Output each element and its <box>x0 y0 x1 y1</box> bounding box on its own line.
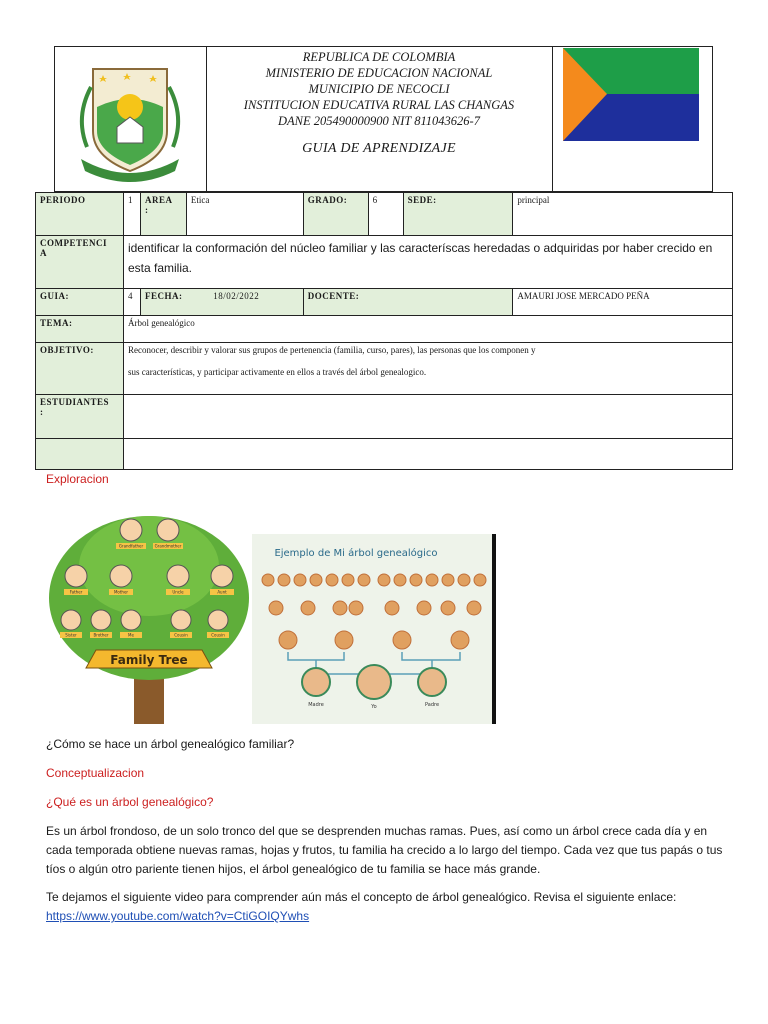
section-conceptualizacion: Conceptualizacion <box>46 766 145 780</box>
tree-label: Father <box>69 589 83 595</box>
competencia-value: identificar la conformación del núcleo familiar y las caracteríscas heredadas o adquiridas por haber crecido en esta familia. <box>123 236 732 289</box>
family-tree-banner: Family Tree <box>110 653 188 667</box>
periodo-value: 1 <box>123 193 140 236</box>
question-what-is: ¿Qué es un árbol genealógico? <box>46 795 214 809</box>
empty-value <box>123 439 732 470</box>
tree-label: Mother <box>113 589 129 595</box>
example-label: Yo <box>371 704 377 710</box>
header-line: REPUBLICA DE COLOMBIA <box>302 50 456 64</box>
header-line: INSTITUCION EDUCATIVA RURAL LAS CHANGAS <box>243 98 515 112</box>
paragraph-definition: Es un árbol frondoso, de un solo tronco del que se desprenden muchas ramas. Pues, así como un árbol crece cada día y en cada temporada obtiene nuevas ramas, hojas y frutos, tu familia ha crecido a lo largo del tiempo. Cada vez que tus papás o tus tíos o algún otro pariente tienen hijos, el árbol genealógico de tu familia se hace más grande. <box>46 824 723 876</box>
objetivo-line: Reconocer, describir y valorar sus grupos de pertenencia (familia, curso, pares), las personas que los componen y <box>127 345 536 355</box>
grado-label: GRADO: <box>303 193 368 236</box>
question-how-to: ¿Cómo se hace un árbol genealógico familiar? <box>46 737 295 751</box>
tema-value: Árbol genealógico <box>123 316 732 343</box>
tree-label: Cousin <box>174 632 188 638</box>
docente-label: DOCENTE: <box>303 289 513 316</box>
area-value: Etica <box>186 193 303 236</box>
competencia-label: COMPETENCI A <box>36 236 124 289</box>
sede-label: SEDE: <box>403 193 513 236</box>
objetivo-line: sus características, y participar activamente en ellos a través del árbol genealogico. <box>127 367 427 377</box>
header-line: DANE 205490000900 NIT 811043626-7 <box>278 114 480 128</box>
sede-value: principal <box>513 193 733 236</box>
guia-label: GUIA: <box>36 289 124 316</box>
empty-label <box>36 439 124 470</box>
tree-label: Brother <box>93 632 109 638</box>
example-title: Ejemplo de Mi árbol genealógico <box>274 548 438 559</box>
document-header <box>54 46 713 192</box>
tree-label: Sister <box>65 632 77 638</box>
example-label: Madre <box>308 702 324 708</box>
tree-label: Uncle <box>172 589 184 595</box>
tema-label: TEMA: <box>36 316 124 343</box>
institution-header-text <box>206 47 552 157</box>
section-exploracion: Exploracion <box>46 472 109 486</box>
family-tree-image <box>46 506 252 724</box>
docente-value: AMAURI JOSE MERCADO PEÑA <box>513 289 733 316</box>
school-crest-cell <box>55 47 207 191</box>
tree-label: Grandmother <box>154 543 182 549</box>
school-crest-icon <box>55 47 206 191</box>
header-line: MUNICIPIO DE NECOCLI <box>308 82 450 96</box>
flag-icon <box>563 48 699 141</box>
fecha-label: FECHA: <box>144 291 183 301</box>
objetivo-value <box>123 343 732 395</box>
tree-label: Aunt <box>217 589 227 595</box>
genealogy-example-image <box>252 534 496 724</box>
grado-value: 6 <box>368 193 403 236</box>
header-line: MINISTERIO DE EDUCACION NACIONAL <box>265 66 493 80</box>
guia-value: 4 <box>123 289 140 316</box>
tree-label: Cousin <box>211 632 225 638</box>
tree-label: Grandfather <box>118 543 144 549</box>
paragraph-video <box>46 888 736 926</box>
youtube-link[interactable]: https://www.youtube.com/watch?v=CtiGOIQYwhs <box>46 909 310 923</box>
example-label: Padre <box>424 702 440 708</box>
periodo-label: PERIODO <box>36 193 124 236</box>
tree-label: Me <box>128 632 134 638</box>
estudiantes-label: ESTUDIANTES : <box>36 395 124 439</box>
video-intro-text: Te dejamos el siguiente video para comprender aún más el concepto de árbol genealógico. Revisa el siguiente enlace: <box>46 890 677 904</box>
fecha-cell <box>140 289 303 316</box>
objetivo-label: OBJETIVO: <box>36 343 124 395</box>
area-label: AREA : <box>140 193 186 236</box>
guide-title: GUIA DE APRENDIZAJE <box>302 141 456 156</box>
fecha-value: 18/02/2022 <box>213 291 260 301</box>
estudiantes-value <box>123 395 732 439</box>
guide-info-table <box>35 192 733 470</box>
